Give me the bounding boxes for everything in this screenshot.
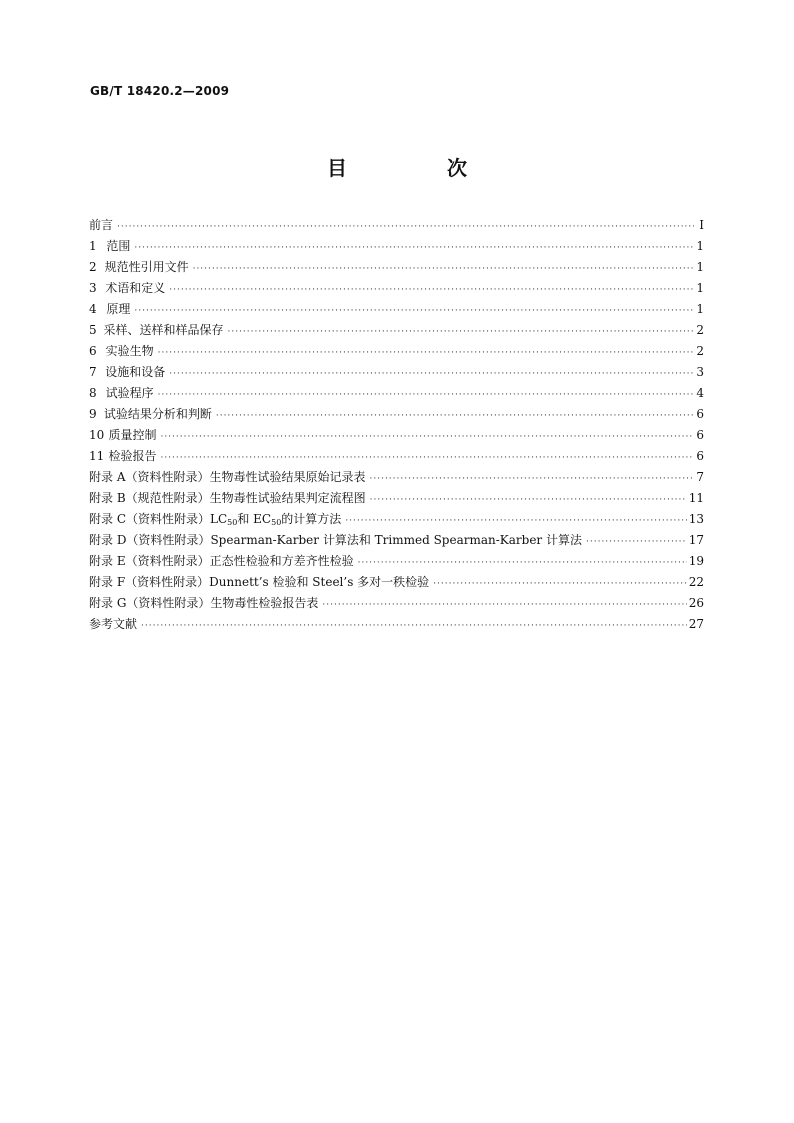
toc-entry-annex-f[interactable]: [89, 573, 704, 594]
ec-label: 和 EC: [237, 512, 272, 526]
toc-entry-text: 生物毒性试验结果原始记录表: [209, 470, 366, 484]
standard-number: GB/T 18420.2—2009: [90, 84, 230, 98]
toc-entry-text: 生物毒性检验报告表: [210, 596, 319, 610]
toc-entry-page: 19: [688, 554, 704, 568]
toc-entry-text: [210, 510, 341, 527]
toc-entry-page: Ⅰ: [699, 218, 704, 232]
toc-entry-9[interactable]: [89, 405, 704, 426]
toc-entry-number: 6: [89, 344, 97, 358]
toc-entry-bibliography[interactable]: [89, 615, 704, 636]
toc-leader: [117, 222, 694, 232]
toc-entry-annex-a[interactable]: [89, 468, 704, 489]
toc-leader: [158, 390, 694, 400]
toc-entry-7[interactable]: [89, 363, 704, 384]
toc-annex-label: 附录 C（资料性附录）: [89, 512, 210, 526]
toc-entry-page: 3: [696, 365, 704, 379]
toc-entry-6[interactable]: [89, 342, 704, 363]
toc-entry-text: Dunnett’s 检验和 Steel’s 多对一秩检验: [209, 575, 430, 589]
toc-leader: [141, 621, 687, 631]
toc-leader: [433, 579, 687, 589]
toc-title: 目 次: [327, 156, 507, 180]
toc-entry-text: 原理: [106, 302, 131, 316]
toc-entry-page: 1: [696, 239, 704, 253]
toc-leader: [586, 537, 687, 547]
toc-entry-number: 8: [89, 386, 97, 400]
toc-leader: [216, 411, 694, 421]
toc-leader: [227, 327, 694, 337]
toc-entry-annex-g[interactable]: [89, 594, 704, 615]
toc-entry-number: 11: [89, 449, 105, 463]
toc-entry-1[interactable]: [89, 237, 704, 258]
toc-annex-label: 附录 F（资料性附录）: [89, 575, 210, 589]
toc-leader: [160, 432, 694, 442]
toc-entry-10[interactable]: [89, 426, 704, 447]
toc-annex-label: 附录 G（资料性附录）: [89, 596, 211, 610]
toc-entry-2[interactable]: [89, 258, 704, 279]
toc-entry-page: 6: [696, 449, 704, 463]
toc-entry-number: 3: [89, 281, 97, 295]
table-of-contents: [89, 216, 704, 636]
toc-entry-page: 4: [696, 386, 704, 400]
toc-entry-number: 10: [89, 428, 105, 442]
toc-entry-text: 术语和定义: [105, 281, 166, 295]
toc-entry-number: 4: [89, 302, 97, 316]
lc-subscript: 50: [227, 518, 238, 527]
toc-entry-text: 正态性检验和方差齐性检验: [209, 554, 354, 568]
toc-entry-annex-b[interactable]: [89, 489, 704, 510]
toc-entry-page: 6: [696, 428, 704, 442]
toc-entry-text: 试验程序: [105, 386, 154, 400]
toc-entry-number: 1: [89, 239, 97, 253]
toc-entry-page: 2: [696, 323, 704, 337]
toc-entry-page: 6: [696, 407, 704, 421]
toc-annex-label: 附录 A（资料性附录）: [89, 470, 210, 484]
toc-entry-annex-e[interactable]: [89, 552, 704, 573]
toc-entry-text: 参考文献: [89, 617, 138, 631]
toc-entry-4[interactable]: [89, 300, 704, 321]
toc-entry-page: 17: [688, 533, 704, 547]
toc-entry-number: 5: [89, 323, 97, 337]
toc-entry-text: Spearman-Karber 计算法和 Trimmed Spearman-Karber 计算法: [210, 533, 582, 547]
toc-entry-text: 规范性引用文件: [104, 260, 189, 274]
toc-entry-number: 7: [89, 365, 97, 379]
toc-leader: [345, 516, 686, 526]
toc-entry-text: 质量控制: [108, 428, 157, 442]
lc-label: LC: [210, 512, 228, 526]
toc-entry-text: 采样、送样和样品保存: [103, 323, 224, 337]
toc-leader: [160, 453, 694, 463]
toc-entry-page: 1: [696, 260, 704, 274]
toc-entry-3[interactable]: [89, 279, 704, 300]
toc-entry-page: 11: [688, 491, 704, 505]
toc-leader: [358, 558, 687, 568]
toc-entry-page: 22: [688, 575, 704, 589]
toc-leader: [322, 600, 686, 610]
toc-leader: [169, 369, 694, 379]
toc-leader: [193, 264, 694, 274]
toc-entry-annex-d[interactable]: [89, 531, 704, 552]
toc-leader: [158, 348, 694, 358]
toc-entry-8[interactable]: [89, 384, 704, 405]
toc-entry-page: 27: [688, 617, 704, 631]
toc-entry-text: 生物毒性试验结果判定流程图: [209, 491, 366, 505]
toc-annex-label: 附录 D（资料性附录）: [89, 533, 211, 547]
toc-entry-foreword[interactable]: [89, 216, 704, 237]
toc-entry-11[interactable]: [89, 447, 704, 468]
toc-leader: [370, 495, 687, 505]
toc-entry-page: 1: [696, 302, 704, 316]
toc-entry-number: 2: [89, 260, 97, 274]
toc-entry-text: 检验报告: [108, 449, 157, 463]
method-label: 的计算方法: [281, 512, 342, 526]
toc-entry-page: 26: [688, 596, 704, 610]
toc-entry-number: 9: [89, 407, 97, 421]
toc-leader: [169, 285, 694, 295]
toc-entry-page: 7: [696, 470, 704, 484]
toc-entry-text: 试验结果分析和判断: [103, 407, 212, 421]
toc-leader: [370, 474, 695, 484]
toc-leader: [134, 306, 694, 316]
toc-entry-page: 13: [688, 512, 704, 526]
toc-entry-annex-c[interactable]: [89, 510, 704, 531]
toc-annex-label: 附录 B（规范性附录）: [89, 491, 210, 505]
toc-entry-page: 1: [696, 281, 704, 295]
toc-entry-text: 范围: [106, 239, 131, 253]
toc-entry-page: 2: [696, 344, 704, 358]
toc-entry-5[interactable]: [89, 321, 704, 342]
toc-annex-label: 附录 E（资料性附录）: [89, 554, 210, 568]
toc-leader: [134, 243, 694, 253]
toc-entry-text: 实验生物: [105, 344, 154, 358]
toc-entry-text: 设施和设备: [105, 365, 166, 379]
toc-entry-text: 前言: [89, 218, 114, 232]
ec-subscript: 50: [271, 518, 282, 527]
